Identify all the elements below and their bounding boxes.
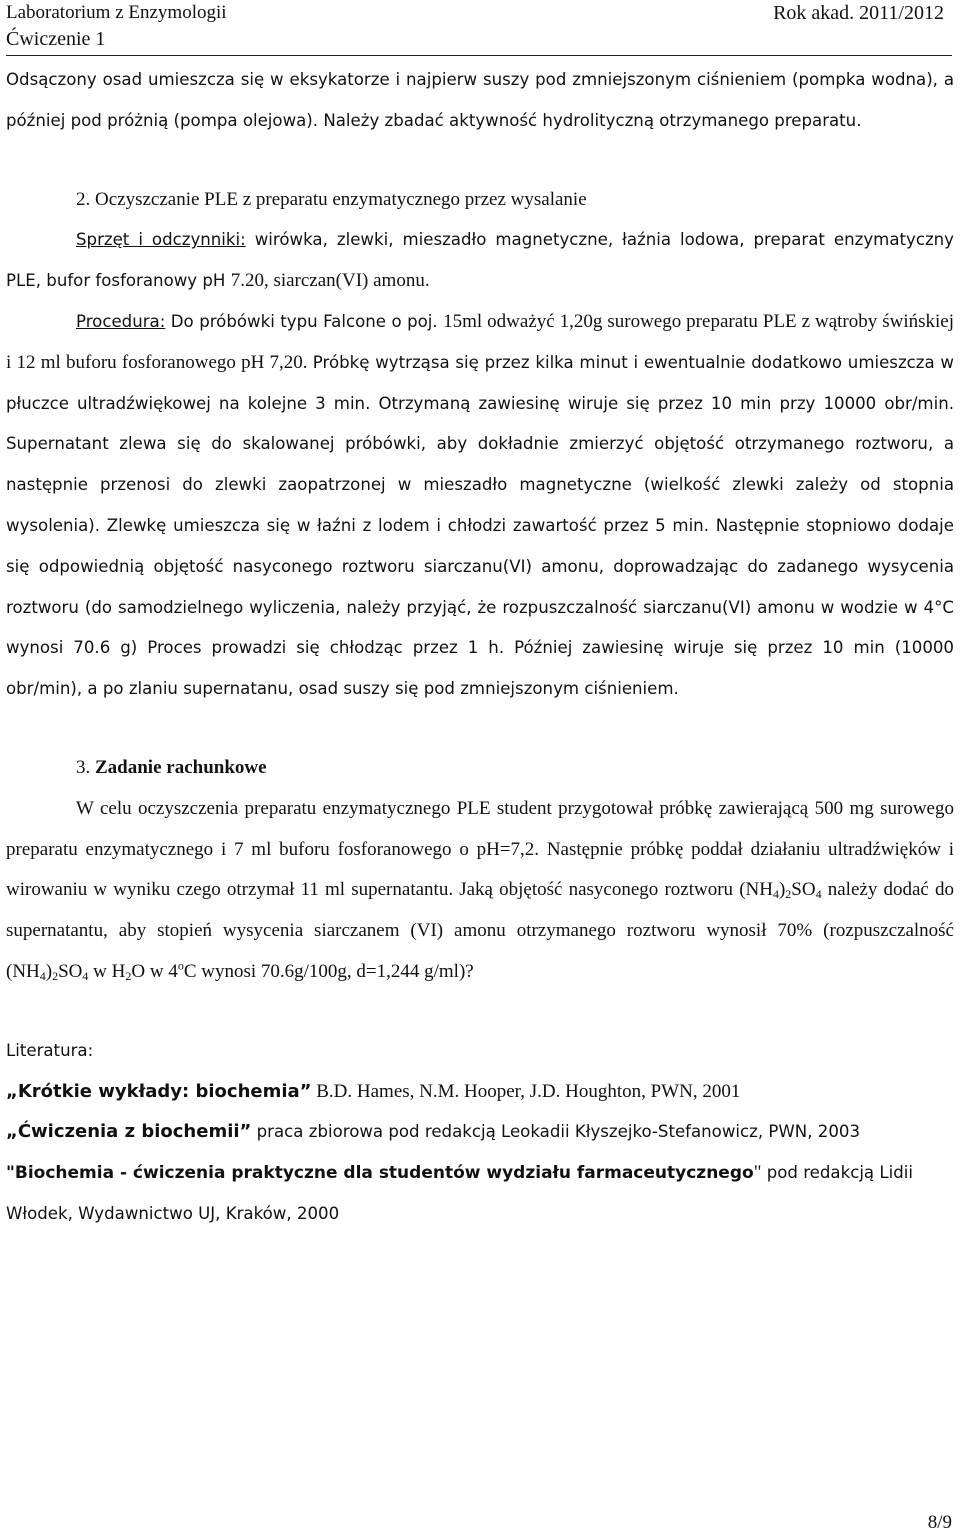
lab-title: Laboratorium z Enzymologii xyxy=(6,2,227,23)
header-divider xyxy=(6,55,952,56)
procedure-text-3: Próbkę wytrząsa się przez kilka minut i ewentualnie dodatkowo umieszcza w płuczce ultradźwiękowej na kolejne 3 min. Otrzymaną zawiesinę wiruje się przez 10 min przy 10000 obr/min. Supernatant zlewa się do skalowanej próbówki, aby dokładnie zmierzyć objętość otrzymanego roztworu, a następnie przenosi do zlewki zaopatrzonej w mieszadło magnetyczne (wielkość zlewki zależy od stopnia wysolenia). Zlewkę umieszcza się w łaźni z lodem i chłodzi zawartość przez 5 min. Następnie stopniowo dodaje się odpowiednią objętość nasyconego roztworu siarczanu(VI) amonu, doprowadzając do zadanego wysycenia roztworu (do samodzielnego wyliczenia, należy przyjąć, że rozpuszczalność siarczanu(VI) amonu w wodzie w 4°C wynosi 70.6 g) Proces prowadzi się chłodząc przez 1 h. Później zawiesinę wiruje się przez 10 min (10000 obr/min), a po zlaniu supernatanu, osad suszy się pod zmniejszonym ciśnieniem. xyxy=(6,352,954,699)
sulfate-so-2: SO xyxy=(58,960,83,982)
procedure-label: Procedura: xyxy=(76,311,166,331)
literature-label xyxy=(6,1031,954,1072)
section-3-heading xyxy=(6,748,954,789)
sulfate-so: SO xyxy=(791,879,816,901)
equipment-label: Sprzęt i odczynniki: xyxy=(76,230,246,250)
water-h: w H xyxy=(88,960,126,982)
equipment-text-end: 7.20, siarczan(VI) amonu. xyxy=(230,270,430,292)
intro-paragraph: Odsączony osad umieszcza się w eksykatorze i najpierw suszy pod zmniejszonym ciśnieniem (pompka wodna), a później pod próżnią (pompa olejowa). Należy zbadać aktywność hydrolityczną otrzymanego preparatu. xyxy=(6,70,954,130)
task-text-3: C wynosi 70.6g/100g, d=1,244 g/ml)? xyxy=(183,960,474,982)
reference-2 xyxy=(6,1112,954,1153)
subscript-2c: 2 xyxy=(125,968,132,983)
paren-2: ) xyxy=(45,960,53,982)
task-paragraph xyxy=(6,789,954,993)
degree-sup: o xyxy=(177,958,184,973)
reference-1-rest: B.D. Hames, N.M. Hooper, J.D. Houghton, PWN, 2001 xyxy=(311,1080,741,1102)
procedure-paragraph xyxy=(6,302,954,710)
equipment-text: wirówka, zlewki, mieszadło magnetyczne, łaźnia lodowa, preparat enzymatyczny PLE, bufor fosforanowy pH xyxy=(6,230,954,291)
subscript-4d: 4 xyxy=(82,968,89,983)
section-2-heading xyxy=(6,180,954,221)
academic-year: Rok akad. 2011/2012 xyxy=(773,2,944,24)
reference-1 xyxy=(6,1072,954,1113)
reference-3-title: "Biochemia - ćwiczenia praktyczne dla studentów wydziału farmaceutycznego xyxy=(6,1163,754,1184)
page-number: 8/9 xyxy=(927,1512,952,1533)
exercise-label: Ćwiczenie 1 xyxy=(6,28,106,50)
temp-value: 4 xyxy=(168,960,178,982)
subscript-4b: 4 xyxy=(815,887,822,902)
section-3-number: 3. xyxy=(76,756,95,778)
subscript-4c: 4 xyxy=(39,968,46,983)
subscript-2b: 2 xyxy=(52,968,59,983)
literature-label-text: Literatura: xyxy=(6,1040,94,1060)
subscript-2: 2 xyxy=(785,887,792,902)
reference-3-rest: pod redakcją Lidii Włodek, Wydawnictwo UJ, Kraków, 2000 xyxy=(6,1163,913,1223)
section-2-heading-text: 2. Oczyszczanie PLE z preparatu enzymatycznego przez wysalanie xyxy=(76,188,587,210)
subscript-4: 4 xyxy=(772,887,779,902)
water-o: O w xyxy=(131,960,169,982)
equipment-paragraph xyxy=(6,220,954,302)
section-3-title: Zadanie rachunkowe xyxy=(95,756,267,778)
task-text-2: należy dodać do supernatantu, aby stopień wysycenia siarczanem (VI) amonu otrzymanego roztworu wynosił 70% (rozpuszczalność (NH xyxy=(6,879,954,982)
reference-1-title: „Krótkie wykłady: biochemia” xyxy=(6,1080,312,1102)
document-body xyxy=(6,60,954,1235)
reference-2-rest: praca zbiorowa pod redakcją Leokadii Kłyszejko-Stefanowicz, PWN, 2003 xyxy=(251,1122,861,1142)
paren: ) xyxy=(778,879,786,901)
procedure-text-1: Do próbówki typu Falcone o poj. xyxy=(165,311,444,331)
page-header xyxy=(6,0,944,52)
task-text-1: W celu oczyszczenia preparatu enzymatycznego PLE student przygotował próbkę zawierającą 500 mg surowego preparatu enzymatycznego i 7 ml buforu fosforanowego o pH=7,2. Następnie próbkę poddał działaniu ultradźwięków i wirowaniu w wyniku czego otrzymał 11 ml supernatantu. Jaką objętość nasyconego roztworu (NH xyxy=(6,797,954,901)
procedure-text-2: 15ml odważyć 1,20g surowego preparatu PLE z wątroby świńskiej i 12 ml buforu fosforanowego pH 7,20. xyxy=(6,310,955,373)
reference-3 xyxy=(6,1153,954,1235)
reference-2-title: „Ćwiczenia z biochemii” xyxy=(6,1121,252,1143)
reference-3-quote: " xyxy=(753,1162,762,1184)
